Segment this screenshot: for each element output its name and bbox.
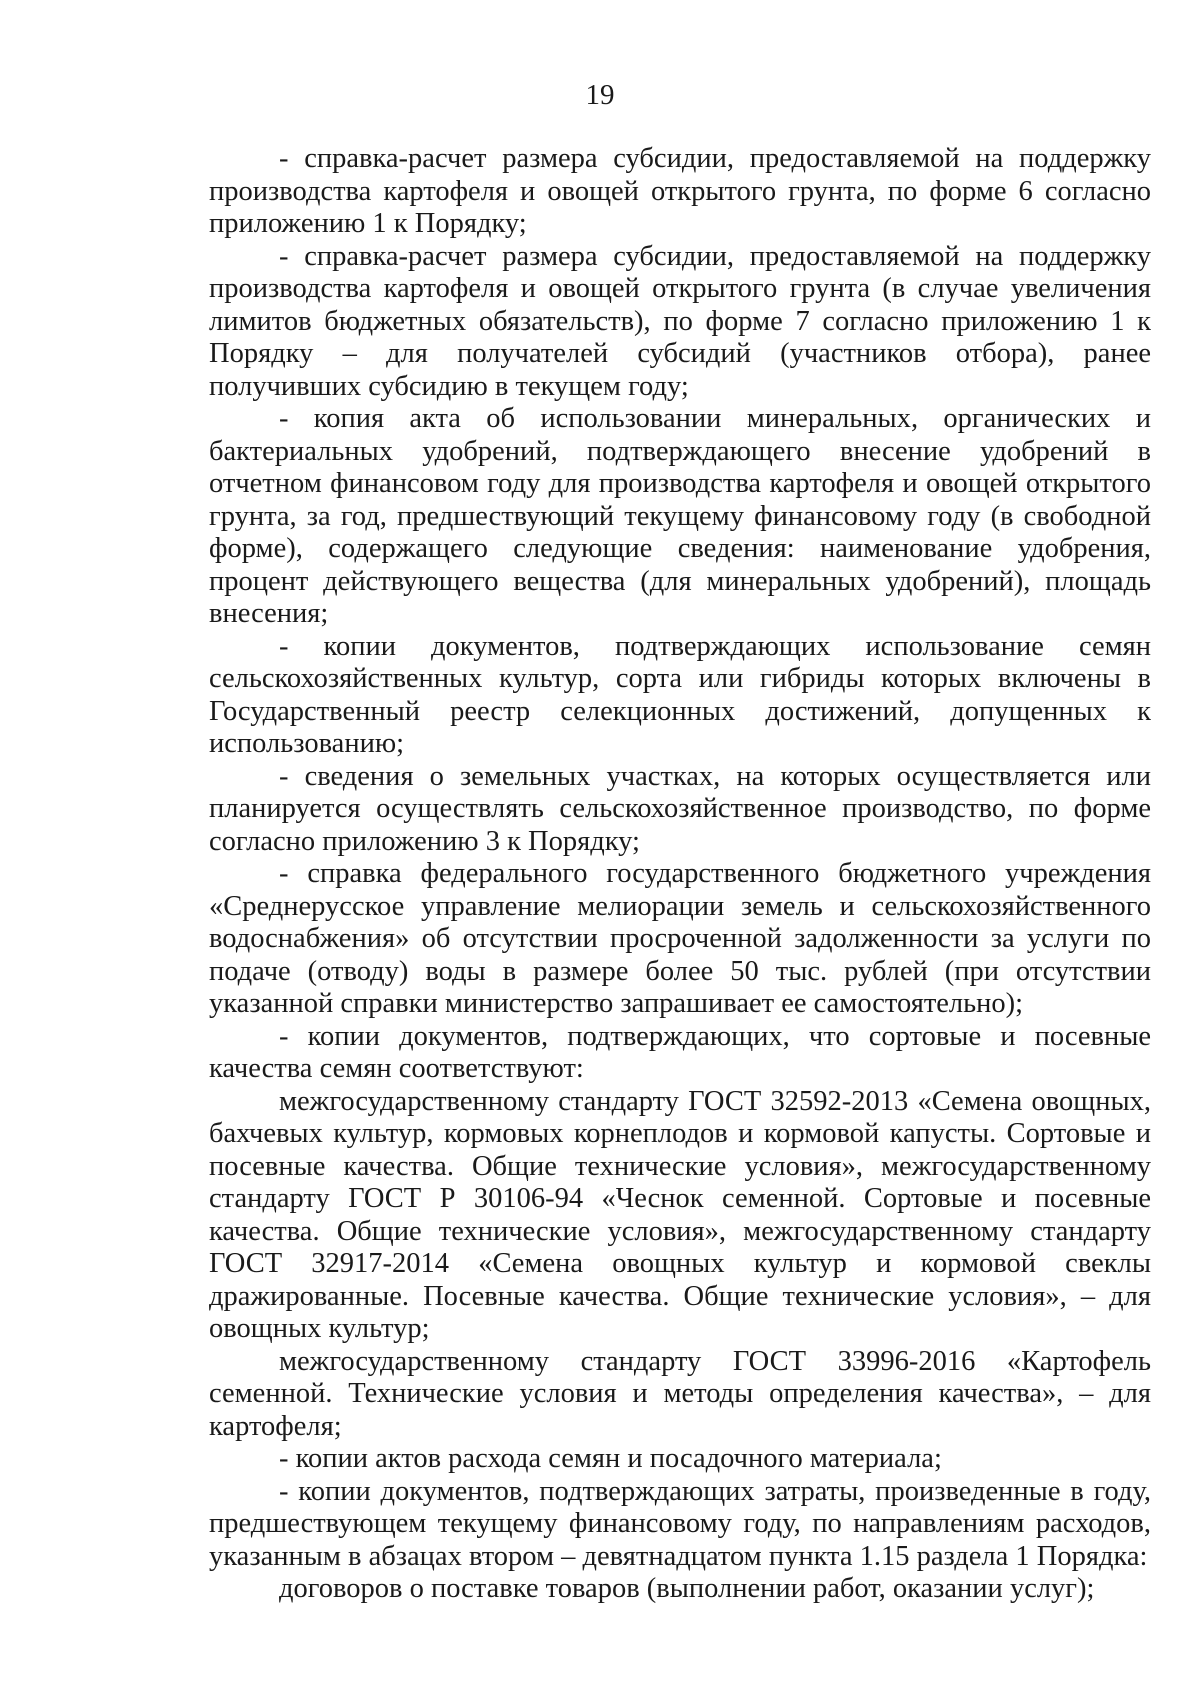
paragraph: - справка-расчет размера субсидии, предоставляемой на поддержку производства картофеля и овощей открытого грунта (в случае увеличения лимитов бюджетных обязательств), по форме 7 согласно приложению 1 к Порядку – для получателей субсидий (участников отбора), ранее получивших субсидию в текущем году; [209,240,1151,402]
paragraph: - копии актов расхода семян и посадочного материала; [279,1443,942,1474]
paragraph: - копии документов, подтверждающих, что сортовые и посевные качества семян соответствуют: [209,1020,1151,1084]
paragraph: межгосударственному стандарту ГОСТ 33996-2016 «Картофель семенной. Технические условия и методы определения качества», – для картофеля; [209,1345,1151,1442]
paragraph: межгосударственному стандарту ГОСТ 32592-2013 «Семена овощных, бахчевых культур, кормовых корнеплодов и кормовой капусты. Сортовые и посевные качества. Общие технические условия», межгосударственному стандарту ГОСТ Р 30106-94 «Чеснок семенной. Сортовые и посевные качества. Общие технические условия», межгосударственному стандарту ГОСТ 32917-2014 «Семена овощных культур и кормовой свеклы дражированные. Посевные качества. Общие технические условия», – для овощных культур; [209,1085,1151,1344]
paragraph: - копии документов, подтверждающих использование семян сельскохозяйственных культур, сорта или гибриды которых включены в Государственный реестр селекционных достижений, допущенных к использованию; [209,630,1151,759]
paragraph: - сведения о земельных участках, на которых осуществляется или планируется осуществлять сельскохозяйственное производство, по форме согласно приложению 3 к Порядку; [209,760,1151,857]
paragraph: - справка-расчет размера субсидии, предоставляемой на поддержку производства картофеля и овощей открытого грунта, по форме 6 согласно приложению 1 к Порядку; [209,143,1151,239]
page-number: 19 [585,79,615,111]
paragraph: договоров о поставке товаров (выполнении работ, оказании услуг); [279,1573,1095,1604]
paragraph: - копия акта об использовании минеральных, органических и бактериальных удобрений, подтверждающего внесение удобрений в отчетном финансовом году для производства картофеля и овощей открытого грунта, за год, предшествующий текущему финансовому году (в свободной форме), содержащего следующие сведения: наименование удобрения, процент действующего вещества (для минеральных удобрений), площадь внесения; [209,403,1151,629]
paragraph: - копии документов, подтверждающих затраты, произведенные в году, предшествующем текущему финансовому году, по направлениям расходов, указанным в абзацах втором – девятнадцатом пункта 1.15 раздела 1 Порядка: [209,1475,1151,1572]
paragraph: - справка федерального государственного бюджетного учреждения «Среднерусское управление мелиорации земель и сельскохозяйственного водоснабжения» об отсутствии просроченной задолженности за услуги по подаче (отводу) воды в размере более 50 тыс. рублей (при отсутствии указанной справки министерство запрашивает ее самостоятельно); [209,858,1151,1019]
document-body [209,143,1151,1606]
